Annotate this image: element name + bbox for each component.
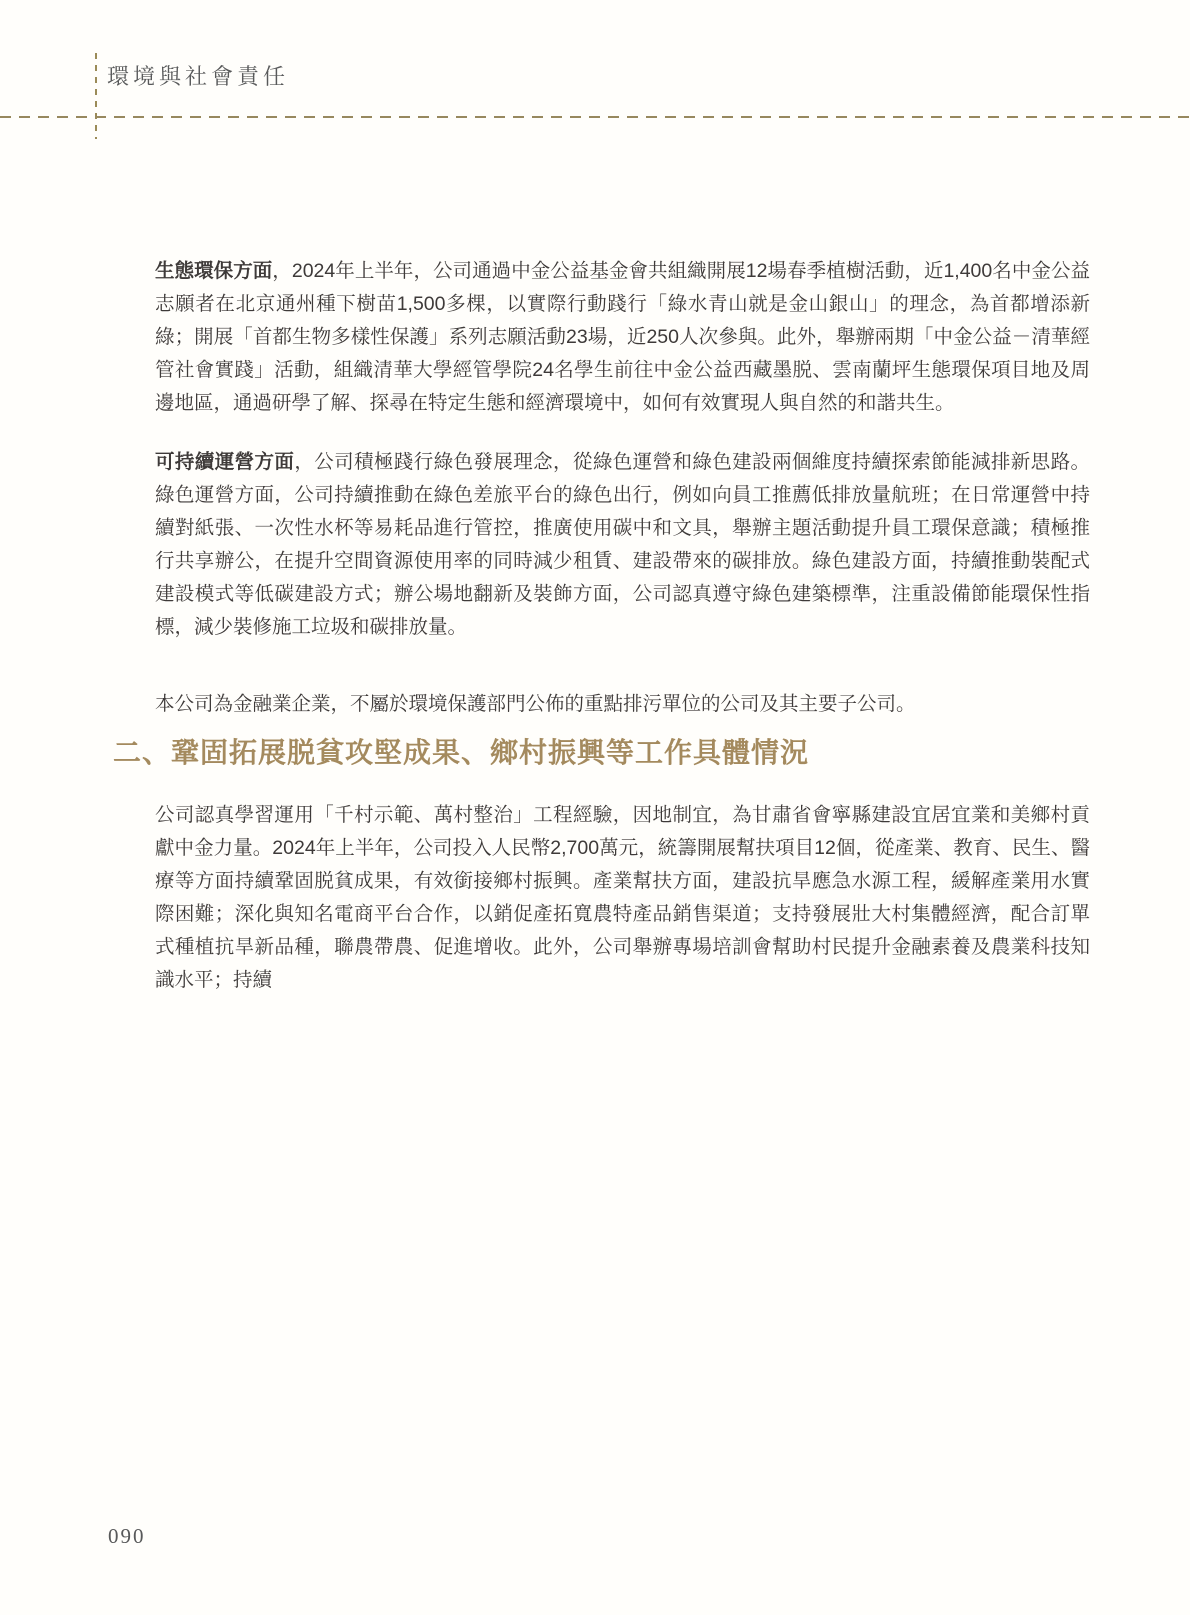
header-vertical-dash-line	[95, 53, 97, 139]
paragraph-sustainable-operation-lead: 可持續運營方面	[155, 451, 295, 473]
paragraph-eco-protection-text: ，2024年上半年，公司通過中金公益基金會共組織開展12場春季植樹活動，近1,400名中金公益志願者在北京通州種下樹苗1,500多棵，以實際行動踐行「綠水青山就是金山銀山」的理念，為首都增添新綠；開展「首都生物多樣性保護」系列志願活動23場，近250人次參與。此外，舉辦兩期「中金公益－清華經管社會實踐」活動，組織清華大學經管學院24名學生前往中金公益西藏墨脱、雲南蘭坪生態環保項目地及周邊地區，通過研學了解、探尋在特定生態和經濟環境中，如何有效實現人與自然的和諧共生。	[155, 260, 1090, 414]
paragraph-sustainable-operation	[113, 446, 1090, 644]
header-divider-dash-line	[0, 116, 1190, 118]
document-body	[113, 255, 1090, 1023]
paragraph-rural-revitalization: 公司認真學習運用「千村示範、萬村整治」工程經驗，因地制宜，為甘肅省會寧縣建設宜居宜業和美鄉村貢獻中金力量。2024年上半年，公司投入人民幣2,700萬元，統籌開展幫扶項目12個，從產業、教育、民生、醫療等方面持續鞏固脱貧成果，有效銜接鄉村振興。產業幫扶方面，建設抗旱應急水源工程，緩解產業用水實際困難；深化與知名電商平台合作，以銷促產拓寬農特產品銷售渠道；支持發展壯大村集體經濟，配合訂單式種植抗旱新品種，聯農帶農、促進增收。此外，公司舉辦專場培訓會幫助村民提升金融素養及農業科技知識水平；持續	[155, 804, 1090, 991]
paragraph-eco-protection	[113, 255, 1090, 420]
section-heading-rural-revitalization: 二、鞏固拓展脱貧攻堅成果、鄉村振興等工作具體情況	[113, 737, 810, 768]
paragraph-eco-protection-lead: 生態環保方面	[155, 260, 273, 282]
page-number: 090	[108, 1524, 146, 1548]
paragraph-pollution-disclosure: 本公司為金融業企業，不屬於環境保護部門公佈的重點排污單位的公司及其主要子公司。	[155, 693, 916, 715]
paragraph-sustainable-operation-text: ，公司積極踐行綠色發展理念，從綠色運營和綠色建設兩個維度持續探索節能減排新思路。綠色運營方面，公司持續推動在綠色差旅平台的綠色出行，例如向員工推薦低排放量航班；在日常運營中持續對紙張、一次性水杯等易耗品進行管控，推廣使用碳中和文具，舉辦主題活動提升員工環保意識；積極推行共享辦公，在提升空間資源使用率的同時減少租賃、建設帶來的碳排放。綠色建設方面，持續推動裝配式建設模式等低碳建設方式；辦公場地翻新及裝飾方面，公司認真遵守綠色建築標準，注重設備節能環保性指標，減少裝修施工垃圾和碳排放量。	[155, 451, 1090, 638]
page-header-title: 環境與社會責任	[107, 64, 290, 89]
